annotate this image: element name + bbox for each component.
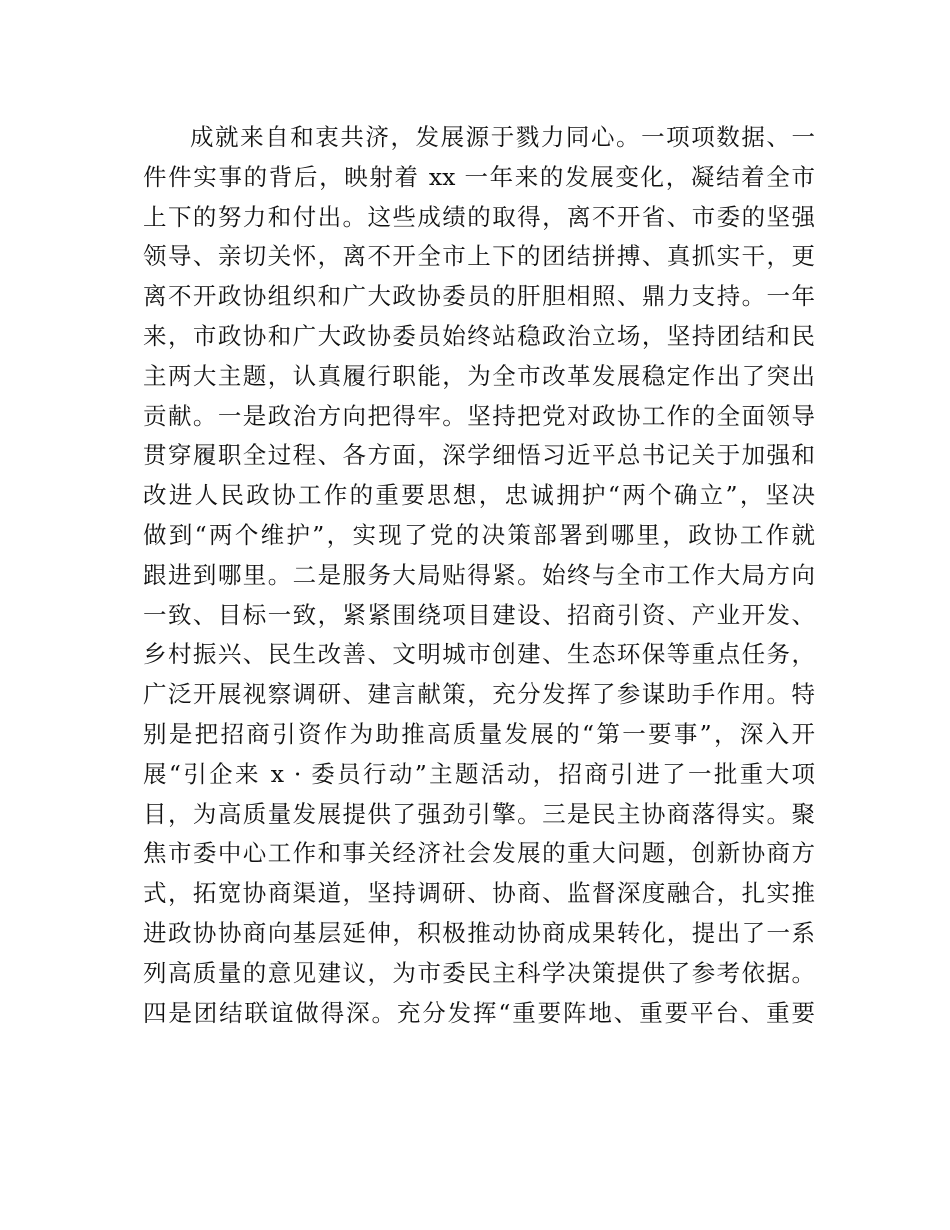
paragraph-line: 贯穿履职全过程、各方面，深学细悟习近平总书记关于加强和 (143, 441, 815, 470)
paragraph-line: 式，拓宽协商渠道，坚持调研、协商、监督深度融合，扎实推 (143, 879, 815, 908)
paragraph-line: 主两大主题，认真履行职能，为全市改革发展稳定作出了突出 (143, 361, 815, 390)
paragraph-line: 来，市政协和广大政协委员始终站稳政治立场，坚持团结和民 (143, 321, 815, 350)
paragraph-line: 展“引企来 x · 委员行动”主题活动，招商引进了一批重大项 (143, 759, 815, 788)
paragraph-line: 广泛开展视察调研、建言献策，充分发挥了参谋助手作用。特 (143, 680, 815, 709)
paragraph-line: 离不开政协组织和广大政协委员的肝胆相照、鼎力支持。一年 (143, 282, 815, 311)
paragraph-line: 领导、亲切关怀，离不开全市上下的团结拼搏、真抓实干，更 (143, 242, 815, 271)
paragraph-line: 四是团结联谊做得深。充分发挥“重要阵地、重要平台、重要 (143, 998, 815, 1027)
paragraph-line: 焦市委中心工作和事关经济社会发展的重大问题，创新协商方 (143, 839, 815, 868)
paragraph-line: 跟进到哪里。二是服务大局贴得紧。始终与全市工作大局方向 (143, 560, 815, 589)
paragraph-line: 做到“两个维护”，实现了党的决策部署到哪里，政协工作就 (143, 520, 815, 549)
paragraph-line: 改进人民政协工作的重要思想，忠诚拥护“两个确立”，坚决 (143, 481, 815, 510)
paragraph-line: 成就来自和衷共济，发展源于戮力同心。一项项数据、一 (190, 123, 815, 151)
paragraph-line: 列高质量的意见建议，为市委民主科学决策提供了参考依据。 (143, 958, 815, 987)
paragraph-line: 进政协协商向基层延伸，积极推动协商成果转化，提出了一系 (143, 918, 815, 947)
paragraph-line: 件件实事的背后，映射着 xx 一年来的发展变化，凝结着全市 (143, 162, 815, 191)
paragraph-line: 别是把招商引资作为助推高质量发展的“第一要事”，深入开 (143, 719, 815, 748)
paragraph-line: 乡村振兴、民生改善、文明城市创建、生态环保等重点任务， (143, 640, 815, 669)
paragraph-line: 上下的努力和付出。这些成绩的取得，离不开省、市委的坚强 (143, 202, 815, 231)
paragraph-line: 一致、目标一致，紧紧围绕项目建设、招商引资、产业开发、 (143, 600, 815, 629)
paragraph-line: 贡献。一是政治方向把得牢。坚持把党对政协工作的全面领导 (143, 401, 815, 430)
body-paragraph (143, 118, 815, 1033)
paragraph-line: 目，为高质量发展提供了强劲引擎。三是民主协商落得实。聚 (143, 799, 815, 828)
